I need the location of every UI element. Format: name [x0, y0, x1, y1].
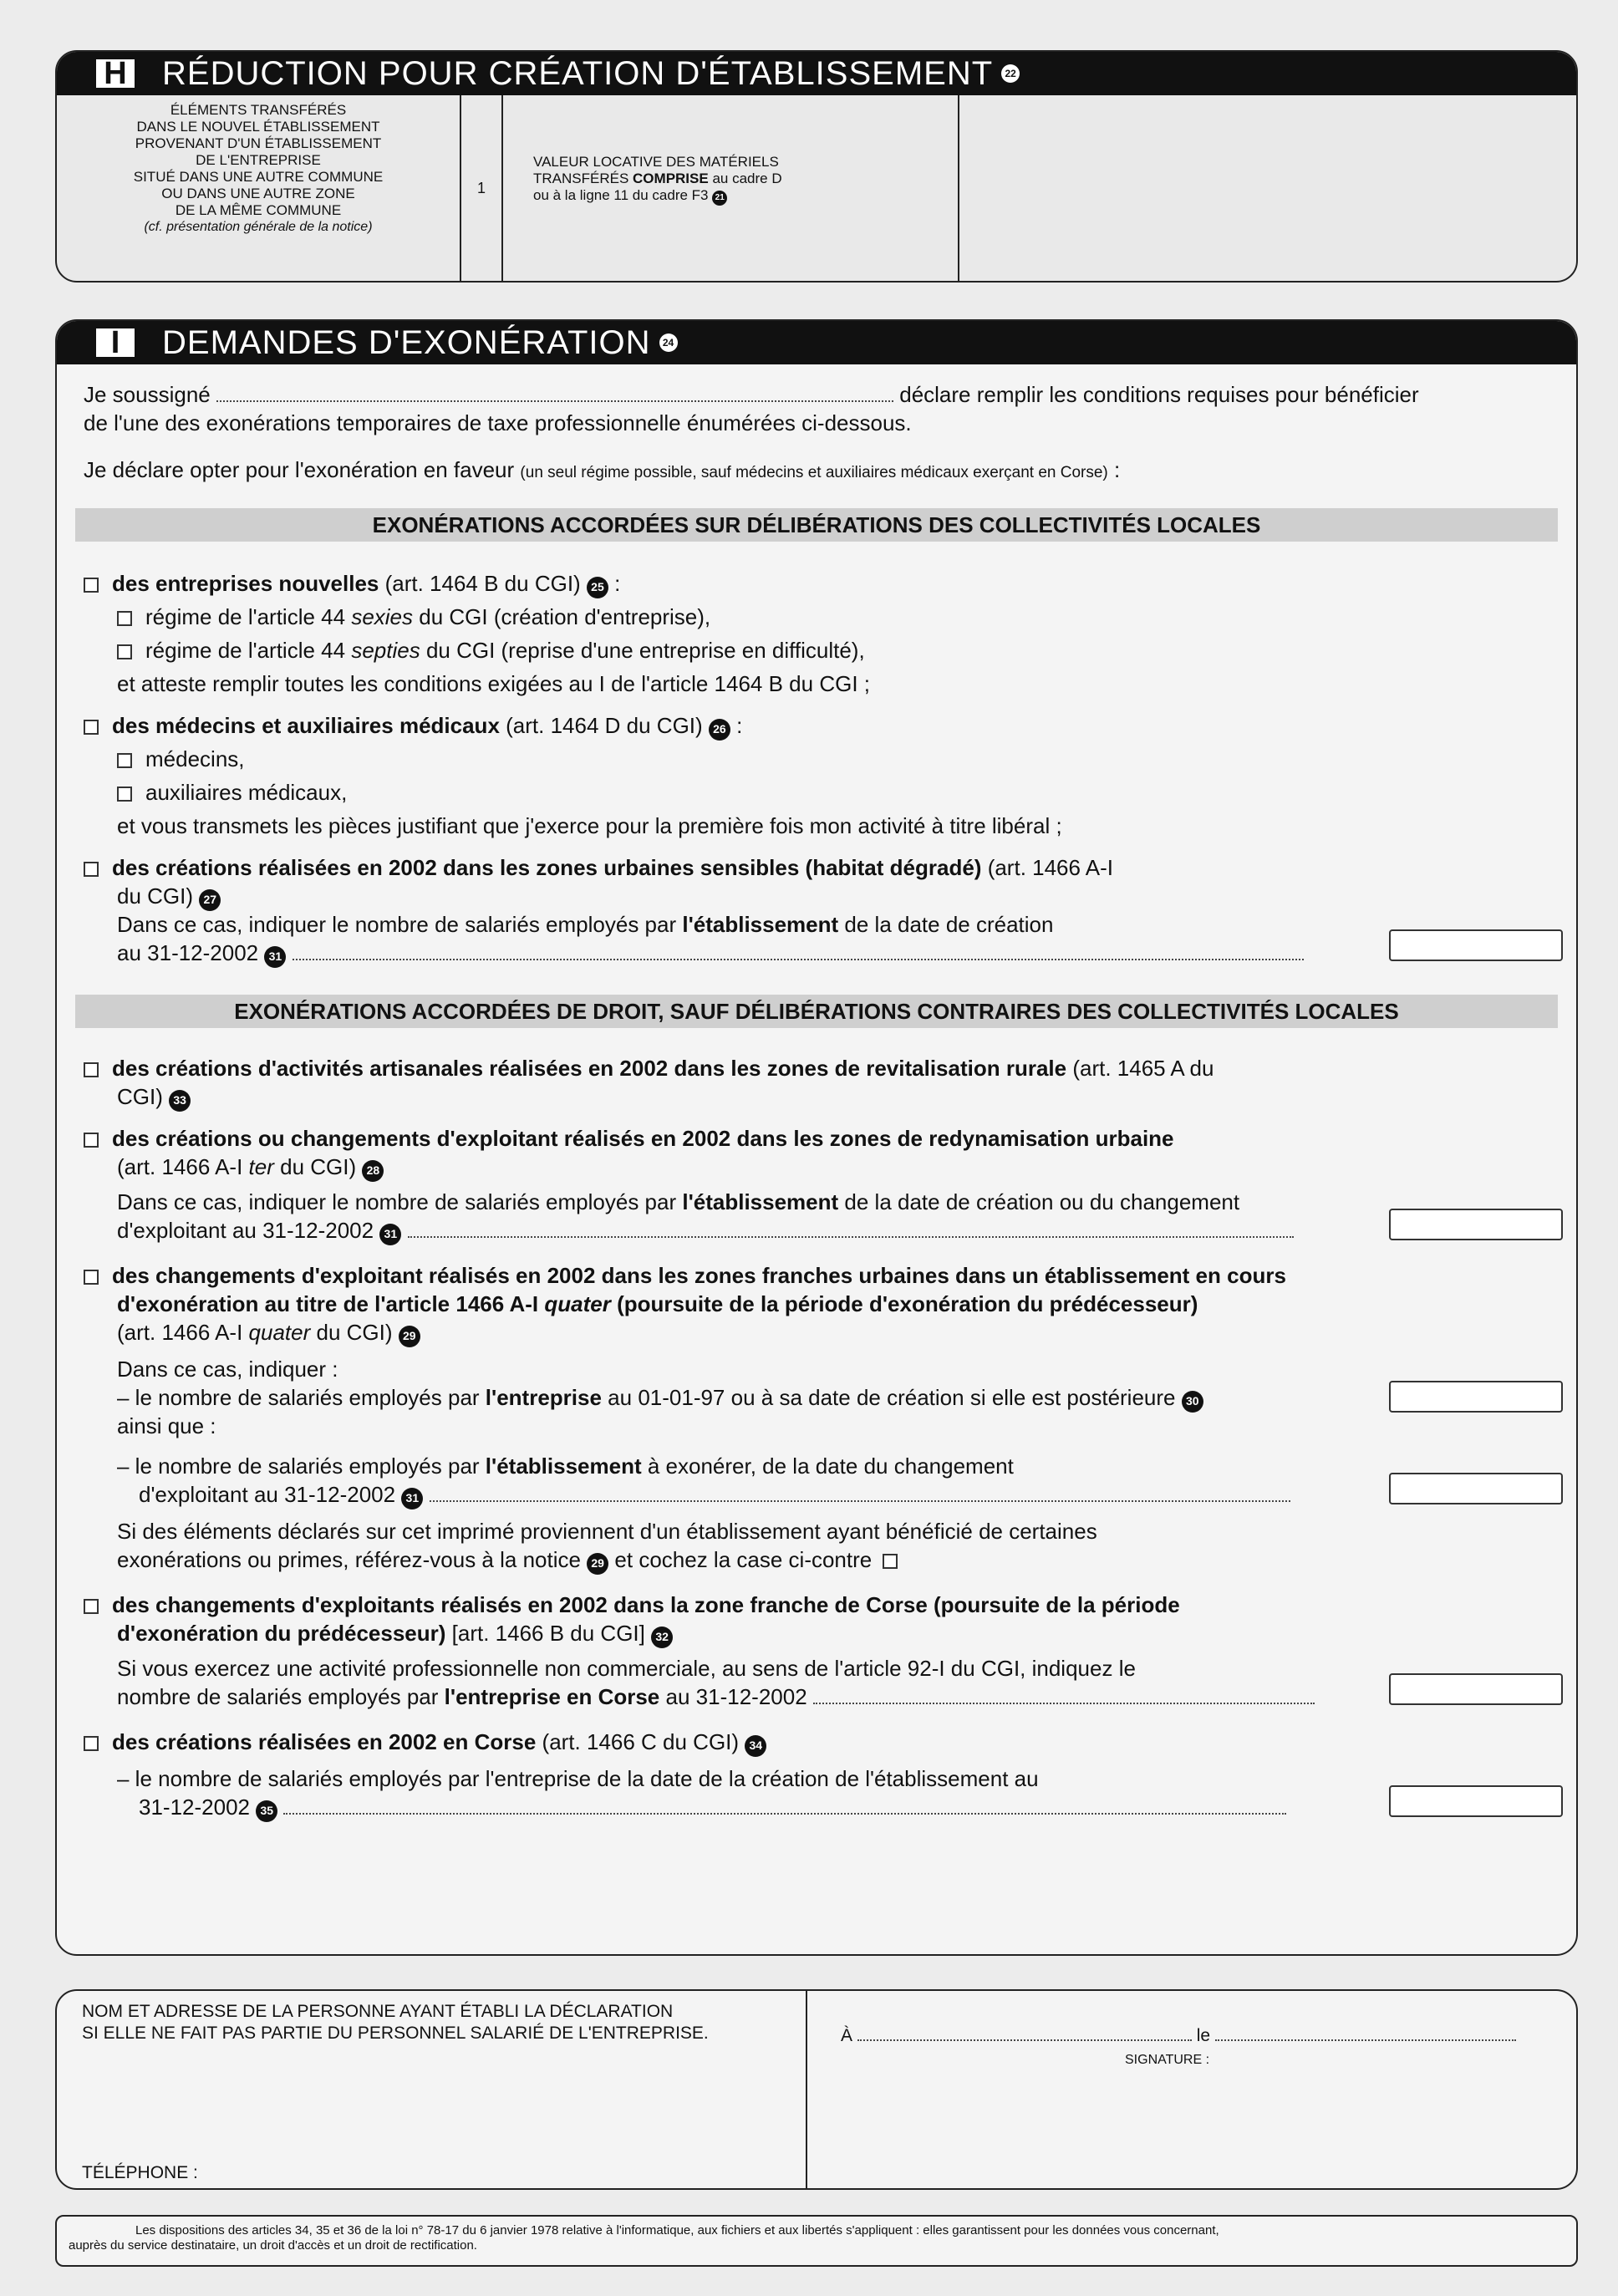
d5-ref: (art. 1466 C du CGI) — [542, 1729, 740, 1754]
d4-title-2: d'exonération du prédécesseur) — [117, 1621, 446, 1646]
e2-sub1-label: médecins, — [145, 746, 245, 771]
e2-attest: et vous transmets les pièces justifiant que j'exerce pour la première fois mon activité à titre libéral ; — [117, 813, 1062, 838]
d2-line — [84, 1125, 1549, 1153]
col1-line: DANS LE NOUVEL ÉTABLISSEMENT — [136, 119, 380, 135]
e1-sub2-checkbox[interactable] — [117, 644, 132, 659]
d3-dots — [430, 1500, 1290, 1502]
e3-detail-2 — [117, 939, 1549, 968]
section-h-row — [57, 95, 1576, 281]
d3-si-checkbox[interactable] — [883, 1554, 898, 1569]
d5-line — [84, 1728, 1549, 1757]
col1-line: PROVENANT D'UN ÉTABLISSEMENT — [135, 135, 382, 151]
section-h-note: 22 — [1001, 64, 1020, 83]
e1-sub2-b: septies — [351, 638, 420, 663]
d1-checkbox[interactable] — [84, 1062, 99, 1077]
e3-count-input[interactable] — [1389, 929, 1563, 961]
footer-text — [57, 2217, 1576, 2260]
d3-title-2b: quater — [544, 1291, 611, 1316]
col3-line2 — [533, 171, 958, 187]
e1-sub2-c: du CGI (reprise d'une entreprise en difficulté), — [425, 638, 865, 663]
col3-line1: VALEUR LOCATIVE DES MATÉRIELS — [533, 154, 779, 170]
d3-ref-line — [117, 1319, 1549, 1347]
d2-detail-a: Dans ce cas, indiquer le nombre de salariés employés par — [117, 1189, 677, 1214]
d5-detail-1: – le nombre de salariés employés par l'entreprise de la date de la création de l'établissement au — [117, 1766, 1039, 1791]
e3-ref-line — [117, 883, 1549, 911]
col1-small: (cf. présentation générale de la notice) — [144, 220, 373, 234]
preparer-label-1: NOM ET ADRESSE DE LA PERSONNE AYANT ÉTABLI LA DÉCLARATION — [82, 2002, 674, 2021]
e3-detail-b: l'établissement — [682, 912, 839, 937]
d4-title-line-2 — [117, 1620, 1549, 1648]
d5-checkbox[interactable] — [84, 1736, 99, 1751]
d2-ref-b: ter — [248, 1154, 274, 1179]
d4-dots — [813, 1703, 1315, 1704]
e2-line: des médecins et auxiliaires médicaux (art. 1464 D du CGI) 26 : — [84, 712, 1549, 741]
d3-ref-c: du CGI) — [316, 1320, 393, 1345]
e1-note: 25 — [587, 577, 608, 598]
e2-sub2 — [117, 779, 1549, 807]
d1-ref: (art. 1465 A du — [1072, 1056, 1214, 1081]
e3-line — [84, 854, 1549, 882]
d3-title-1: des changements d'exploitant réalisés en 2002 dans les zones franches urbaines dans un établissement en cours — [112, 1263, 1286, 1288]
section-i-header — [57, 321, 1576, 364]
d3-b1-a: – le nombre de salariés employés par — [117, 1385, 480, 1410]
d3-detail: Dans ce cas, indiquer : — [117, 1357, 338, 1382]
e1-sub1-b: sexies — [351, 604, 414, 629]
d5-detail-note: 35 — [256, 1800, 277, 1822]
d2-detail-b: l'établissement — [682, 1189, 839, 1214]
d4-detail-2 — [117, 1683, 1549, 1711]
col3-ligne: ou à la ligne 11 du cadre F3 — [533, 187, 709, 203]
d3-b2-a: – le nombre de salariés employés par — [117, 1453, 480, 1479]
d3-ref-a: (art. 1466 A-I — [117, 1320, 243, 1345]
e1-title: des entreprises nouvelles — [112, 571, 379, 596]
section-i-title: DEMANDES D'EXONÉRATION — [162, 323, 651, 361]
e1-sub2 — [117, 637, 1549, 664]
date-label: le — [1196, 2026, 1211, 2045]
section-h-col3 — [503, 95, 959, 281]
d3-title-line-2 — [117, 1291, 1549, 1318]
d3-b2-b: l'établissement — [485, 1453, 642, 1479]
d3-etablissement-count-input[interactable] — [1389, 1473, 1563, 1504]
d3-bullet-2-line2 — [139, 1481, 1549, 1509]
d2-detail-c: de la date de création ou du changement — [844, 1189, 1240, 1214]
opt-colon: : — [1114, 457, 1121, 482]
d3-b2-note: 31 — [401, 1488, 423, 1509]
place-label: À — [841, 2026, 853, 2045]
d1-ref2: CGI) — [117, 1084, 163, 1109]
d3-b2-d: d'exploitant au 31-12-2002 — [139, 1482, 396, 1507]
d1-title: des créations d'activités artisanales réalisées en 2002 dans les zones de revitalisation rurale — [112, 1056, 1067, 1081]
d5-count-input[interactable] — [1389, 1785, 1563, 1817]
d2-ref-a: (art. 1466 A-I — [117, 1154, 243, 1179]
place-date-line — [841, 2026, 1516, 2046]
e3-detail-c: de la date de création — [844, 912, 1054, 937]
col1-line: SITUÉ DANS UNE AUTRE COMMUNE — [133, 169, 384, 185]
e3-dots — [293, 959, 1304, 960]
d4-detail-2b: l'entreprise en Corse — [444, 1684, 660, 1709]
signature-label: SIGNATURE : — [1125, 2053, 1210, 2067]
e1-sub1 — [117, 603, 1549, 631]
intro-declare: déclare remplir les conditions requises pour bénéficier — [899, 382, 1419, 407]
d3-si-2 — [117, 1546, 1549, 1575]
d4-count-input[interactable] — [1389, 1673, 1563, 1705]
e1-line: des entreprises nouvelles (art. 1464 B du CGI) 25 : — [84, 570, 1549, 598]
section-h-col2: 1 — [461, 95, 503, 281]
section-h-header — [57, 52, 1576, 95]
d1-ref-line — [117, 1083, 1549, 1112]
d3-line — [84, 1262, 1549, 1290]
d2-detail — [117, 1189, 1549, 1216]
d3-title-2a: d'exonération au titre de l'article 1466 A-I — [117, 1291, 539, 1316]
footer-frame — [55, 2215, 1578, 2267]
d3-checkbox[interactable] — [84, 1270, 99, 1285]
d3-entreprise-count-input[interactable] — [1389, 1381, 1563, 1413]
e2-sub2-checkbox[interactable] — [117, 787, 132, 802]
place-input[interactable] — [857, 2039, 1192, 2041]
d3-note: 29 — [399, 1326, 420, 1347]
d5-title: des créations réalisées en 2002 en Corse — [112, 1729, 537, 1754]
intro-line — [84, 381, 1549, 409]
d2-note: 28 — [362, 1160, 384, 1182]
d2-detail-d: d'exploitant au 31-12-2002 — [117, 1218, 374, 1243]
d3-ref-b: quater — [248, 1320, 311, 1345]
signature-frame — [55, 1989, 1578, 2190]
e3-ref: (art. 1466 A-I — [987, 855, 1113, 880]
e1-sub1-c: du CGI (création d'entreprise), — [419, 604, 711, 629]
d5-detail-2-text: 31-12-2002 — [139, 1795, 250, 1820]
col3-cadre: au cadre D — [712, 171, 782, 186]
e2-checkbox[interactable] — [84, 720, 99, 735]
d4-line — [84, 1591, 1549, 1619]
d3-b2-c: à exonérer, de la date du changement — [647, 1453, 1014, 1479]
e1-sub1-a: régime de l'article 44 — [145, 604, 346, 629]
preparer-label-2: SI ELLE NE FAIT PAS PARTIE DU PERSONNEL SALARIÉ DE L'ENTREPRISE. — [82, 2024, 709, 2043]
name-input[interactable] — [216, 400, 893, 402]
section-h-value-field[interactable] — [959, 95, 1576, 281]
col3-line3 — [533, 187, 958, 206]
d2-detail-2 — [117, 1217, 1549, 1245]
d2-dots — [408, 1236, 1294, 1238]
d2-ref-c: du CGI) — [280, 1154, 357, 1179]
d5-dots — [283, 1813, 1286, 1815]
date-input[interactable] — [1215, 2039, 1516, 2041]
e1-checkbox[interactable] — [84, 578, 99, 593]
preparer-block[interactable] — [57, 1991, 807, 2188]
d2-title: des créations ou changements d'exploitant réalisés en 2002 dans les zones de redynamisation urbaine — [112, 1126, 1174, 1151]
section-i-note: 24 — [659, 333, 678, 352]
e3-ref2: du CGI) — [117, 883, 194, 909]
d3-bullet-1 — [117, 1384, 1549, 1413]
d2-ref-line — [117, 1153, 1549, 1182]
d3-si-2b: et cochez la case ci-contre — [614, 1547, 873, 1572]
e1-ref: (art. 1464 B du CGI) — [384, 571, 581, 596]
d3-si-1: Si des éléments déclarés sur cet imprimé proviennent d'un établissement ayant bénéficié de certaines — [117, 1519, 1097, 1544]
e2-note: 26 — [709, 719, 730, 741]
d2-checkbox[interactable] — [84, 1133, 99, 1148]
d4-detail-2c: au 31-12-2002 — [665, 1684, 807, 1709]
d4-ref: [art. 1466 B du CGI] — [451, 1621, 645, 1646]
col1-line: ÉLÉMENTS TRANSFÉRÉS — [170, 102, 347, 118]
d4-detail-2a: nombre de salariés employés par — [117, 1684, 439, 1709]
d3-si-note: 29 — [587, 1553, 608, 1575]
intro-line-2: de l'une des exonérations temporaires de taxe professionnelle énumérées ci-dessous. — [84, 410, 912, 435]
e3-checkbox[interactable] — [84, 862, 99, 877]
d4-note: 32 — [651, 1627, 673, 1648]
section-h-frame — [55, 50, 1578, 283]
col3-transferes: TRANSFÉRÉS — [533, 171, 629, 186]
footer-line-1: Les dispositions des articles 34, 35 et 36 de la loi n° 78-17 du 6 janvier 1978 relative à l'informatique, aux fichiers et aux libertés s'appliquent : elles garantissent pour les données vous concernant, — [135, 2223, 1219, 2237]
e3-detail-d: au 31-12-2002 — [117, 940, 259, 965]
section-h-title: RÉDUCTION POUR CRÉATION D'ÉTABLISSEMENT — [162, 54, 994, 92]
e2-sub2-label: auxiliaires médicaux, — [145, 780, 348, 805]
col1-line: OU DANS UNE AUTRE ZONE — [161, 186, 355, 201]
d3-title-2c: (poursuite de la période d'exonération du prédécesseur) — [617, 1291, 1198, 1316]
section-h-letter: H — [94, 57, 137, 90]
e2-title: des médecins et auxiliaires médicaux — [112, 713, 500, 738]
e1-attest: et atteste remplir toutes les conditions exigées au I de l'article 1464 B du CGI ; — [117, 671, 870, 696]
d3-b1-b: l'entreprise — [485, 1385, 602, 1410]
col3-note: 21 — [712, 191, 727, 206]
band-droit: EXONÉRATIONS ACCORDÉES DE DROIT, SAUF DÉLIBÉRATIONS CONTRAIRES DES COLLECTIVITÉS LOCALES — [75, 995, 1558, 1028]
e3-detail-note: 31 — [264, 946, 286, 968]
d2-detail-note: 31 — [379, 1224, 401, 1245]
d5-note: 34 — [745, 1735, 766, 1757]
d1-note: 33 — [169, 1090, 191, 1112]
e3-note: 27 — [199, 889, 221, 911]
telephone-label: TÉLÉPHONE : — [82, 2163, 198, 2182]
opt-note: (un seul régime possible, sauf médecins et auxiliaires médicaux exerçant en Corse) — [520, 464, 1108, 481]
opt-line — [84, 456, 1549, 486]
e2-sub1 — [117, 746, 1549, 773]
d3-b1-note: 30 — [1182, 1391, 1203, 1413]
intro-soussigne: Je soussigné — [84, 382, 211, 407]
footer-line-2: auprès du service destinataire, un droit d'accès et un droit de rectification. — [69, 2238, 477, 2253]
d4-checkbox[interactable] — [84, 1599, 99, 1614]
d2-count-input[interactable] — [1389, 1209, 1563, 1240]
e3-detail-a: Dans ce cas, indiquer le nombre de salariés employés par — [117, 912, 677, 937]
e3-detail — [117, 911, 1549, 939]
e3-title: des créations réalisées en 2002 dans les zones urbaines sensibles (habitat dégradé) — [112, 855, 982, 880]
e2-ref: (art. 1464 D du CGI) — [506, 713, 703, 738]
d5-detail-2 — [139, 1794, 1549, 1822]
e1-sub2-a: régime de l'article 44 — [145, 638, 346, 663]
band-deliberations: EXONÉRATIONS ACCORDÉES SUR DÉLIBÉRATIONS DES COLLECTIVITÉS LOCALES — [75, 508, 1558, 542]
d3-b1-c: au 01-01-97 ou à sa date de création si elle est postérieure — [608, 1385, 1176, 1410]
e1-sub1-checkbox[interactable] — [117, 611, 132, 626]
e2-sub1-checkbox[interactable] — [117, 753, 132, 768]
d4-detail-1: Si vous exercez une activité professionnelle non commerciale, au sens de l'article 92-I du CGI, indiquez le — [117, 1656, 1136, 1681]
signature-block — [807, 1991, 1576, 2188]
section-i-letter: I — [94, 326, 137, 359]
col1-line: DE LA MÊME COMMUNE — [175, 202, 342, 218]
col3-comprise: COMPRISE — [633, 171, 709, 186]
section-h-col1 — [57, 95, 461, 281]
d3-bullet-2 — [117, 1453, 1549, 1480]
d3-si-2a: exonérations ou primes, référez-vous à la notice — [117, 1547, 581, 1572]
d3-ainsi: ainsi que : — [117, 1413, 216, 1438]
d1-line — [84, 1055, 1549, 1082]
d4-title-1: des changements d'exploitants réalisés en 2002 dans la zone franche de Corse (poursuite de la période — [112, 1592, 1180, 1617]
opt-text: Je déclare opter pour l'exonération en faveur — [84, 457, 515, 482]
col1-line: DE L'ENTREPRISE — [196, 152, 321, 168]
section-i-frame — [55, 319, 1578, 1956]
